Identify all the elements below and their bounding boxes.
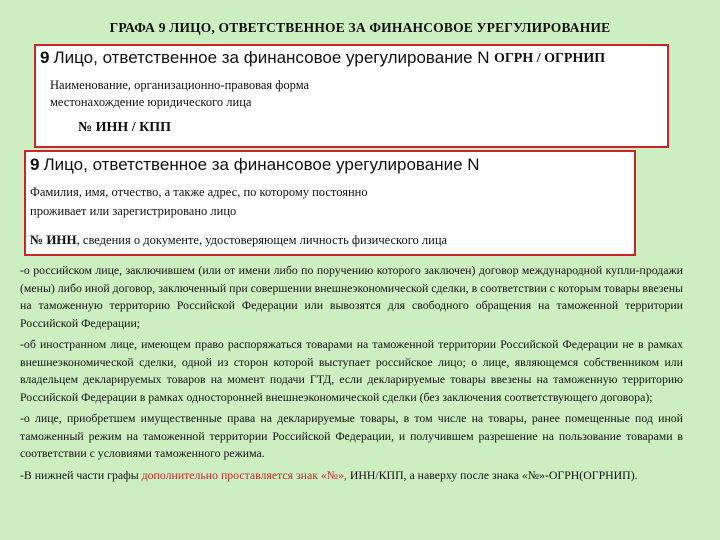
explanation-text [20,262,683,488]
box2-line2: проживает или зарегистрировано лицо [30,204,237,218]
note-end: ИНН/КПП, а наверху после знака «№»-ОГРН(ОГРНИП). [346,467,638,482]
box2-line3-rest: , сведения о документе, удостоверяющем личность физического лица [76,233,448,247]
box1-line1: Наименование, организационно-правовая форма [50,78,310,92]
box1-number: 9 [40,48,50,67]
paragraph-bottom-note [20,467,683,485]
box2-heading [30,155,480,175]
paragraph-rights-acquirer: -о лице, приобретшем имущественные права на декларируемые товары, в том числе на товары, ранее помещенные под иной таможенный режим на таможенной территории Российской Федерации, и получившем разрешение на пользование товарами в соответствии с условиями таможенного режима. [20,411,683,460]
box1-ogrn-label: ОГРН / ОГРНИП [494,51,606,66]
box1-inn-kpp: № ИНН / КПП [78,120,172,135]
box1-line2: местонахождение юридического лица [50,95,252,109]
paragraph-foreign-entity: -об иностранном лице, имеющем право распоряжаться товарами на таможенной территории Российской Федерации не в рамках внешнеэкономической сделки, одной из сторон которой выступает российское лицо; о лице, являющемся собственником или владельцем декларируемых товаров на момент подачи ГТД, если декларируемые товары ввезены на таможенную территорию Российской Федерации в рамках односторонней внешнеэкономической сделки (без заключения соответствующего договора); [20,337,683,404]
page-title: ГРАФА 9 ЛИЦО, ОТВЕТСТВЕННОЕ ЗА ФИНАНСОВОЕ УРЕГУЛИРОВАНИЕ [109,20,611,35]
note-highlight: дополнительно проставляется знак «№», [141,467,347,482]
note-start: -В нижней части графы [20,467,142,482]
individual-field-sample [24,150,636,256]
legal-entity-field-sample [34,44,669,148]
box2-heading-text: Лицо, ответственное за финансовое урегулирование N [43,155,480,174]
box2-line1: Фамилия, имя, отчество, а также адрес, по которому постоянно [30,185,368,199]
paragraph-russian-entity: -о российском лице, заключившем (или от имени либо по поручению которого заключен) договор международной купли-продажи (мены) либо иной договор, заключенный при совершении внешнеэкономической сделки, в соответствии с которым товары ввезены на таможенную территорию Российской Федерации или вывозятся для свободного обращения на таможенной территории Российской Федерации; [20,263,683,330]
box2-line3 [30,232,447,248]
box1-heading-text: Лицо, ответственное за финансовое урегулирование N [53,48,490,67]
box1-heading [40,48,490,68]
box2-number: 9 [30,155,40,174]
box2-inn-label: № ИНН [30,232,77,247]
